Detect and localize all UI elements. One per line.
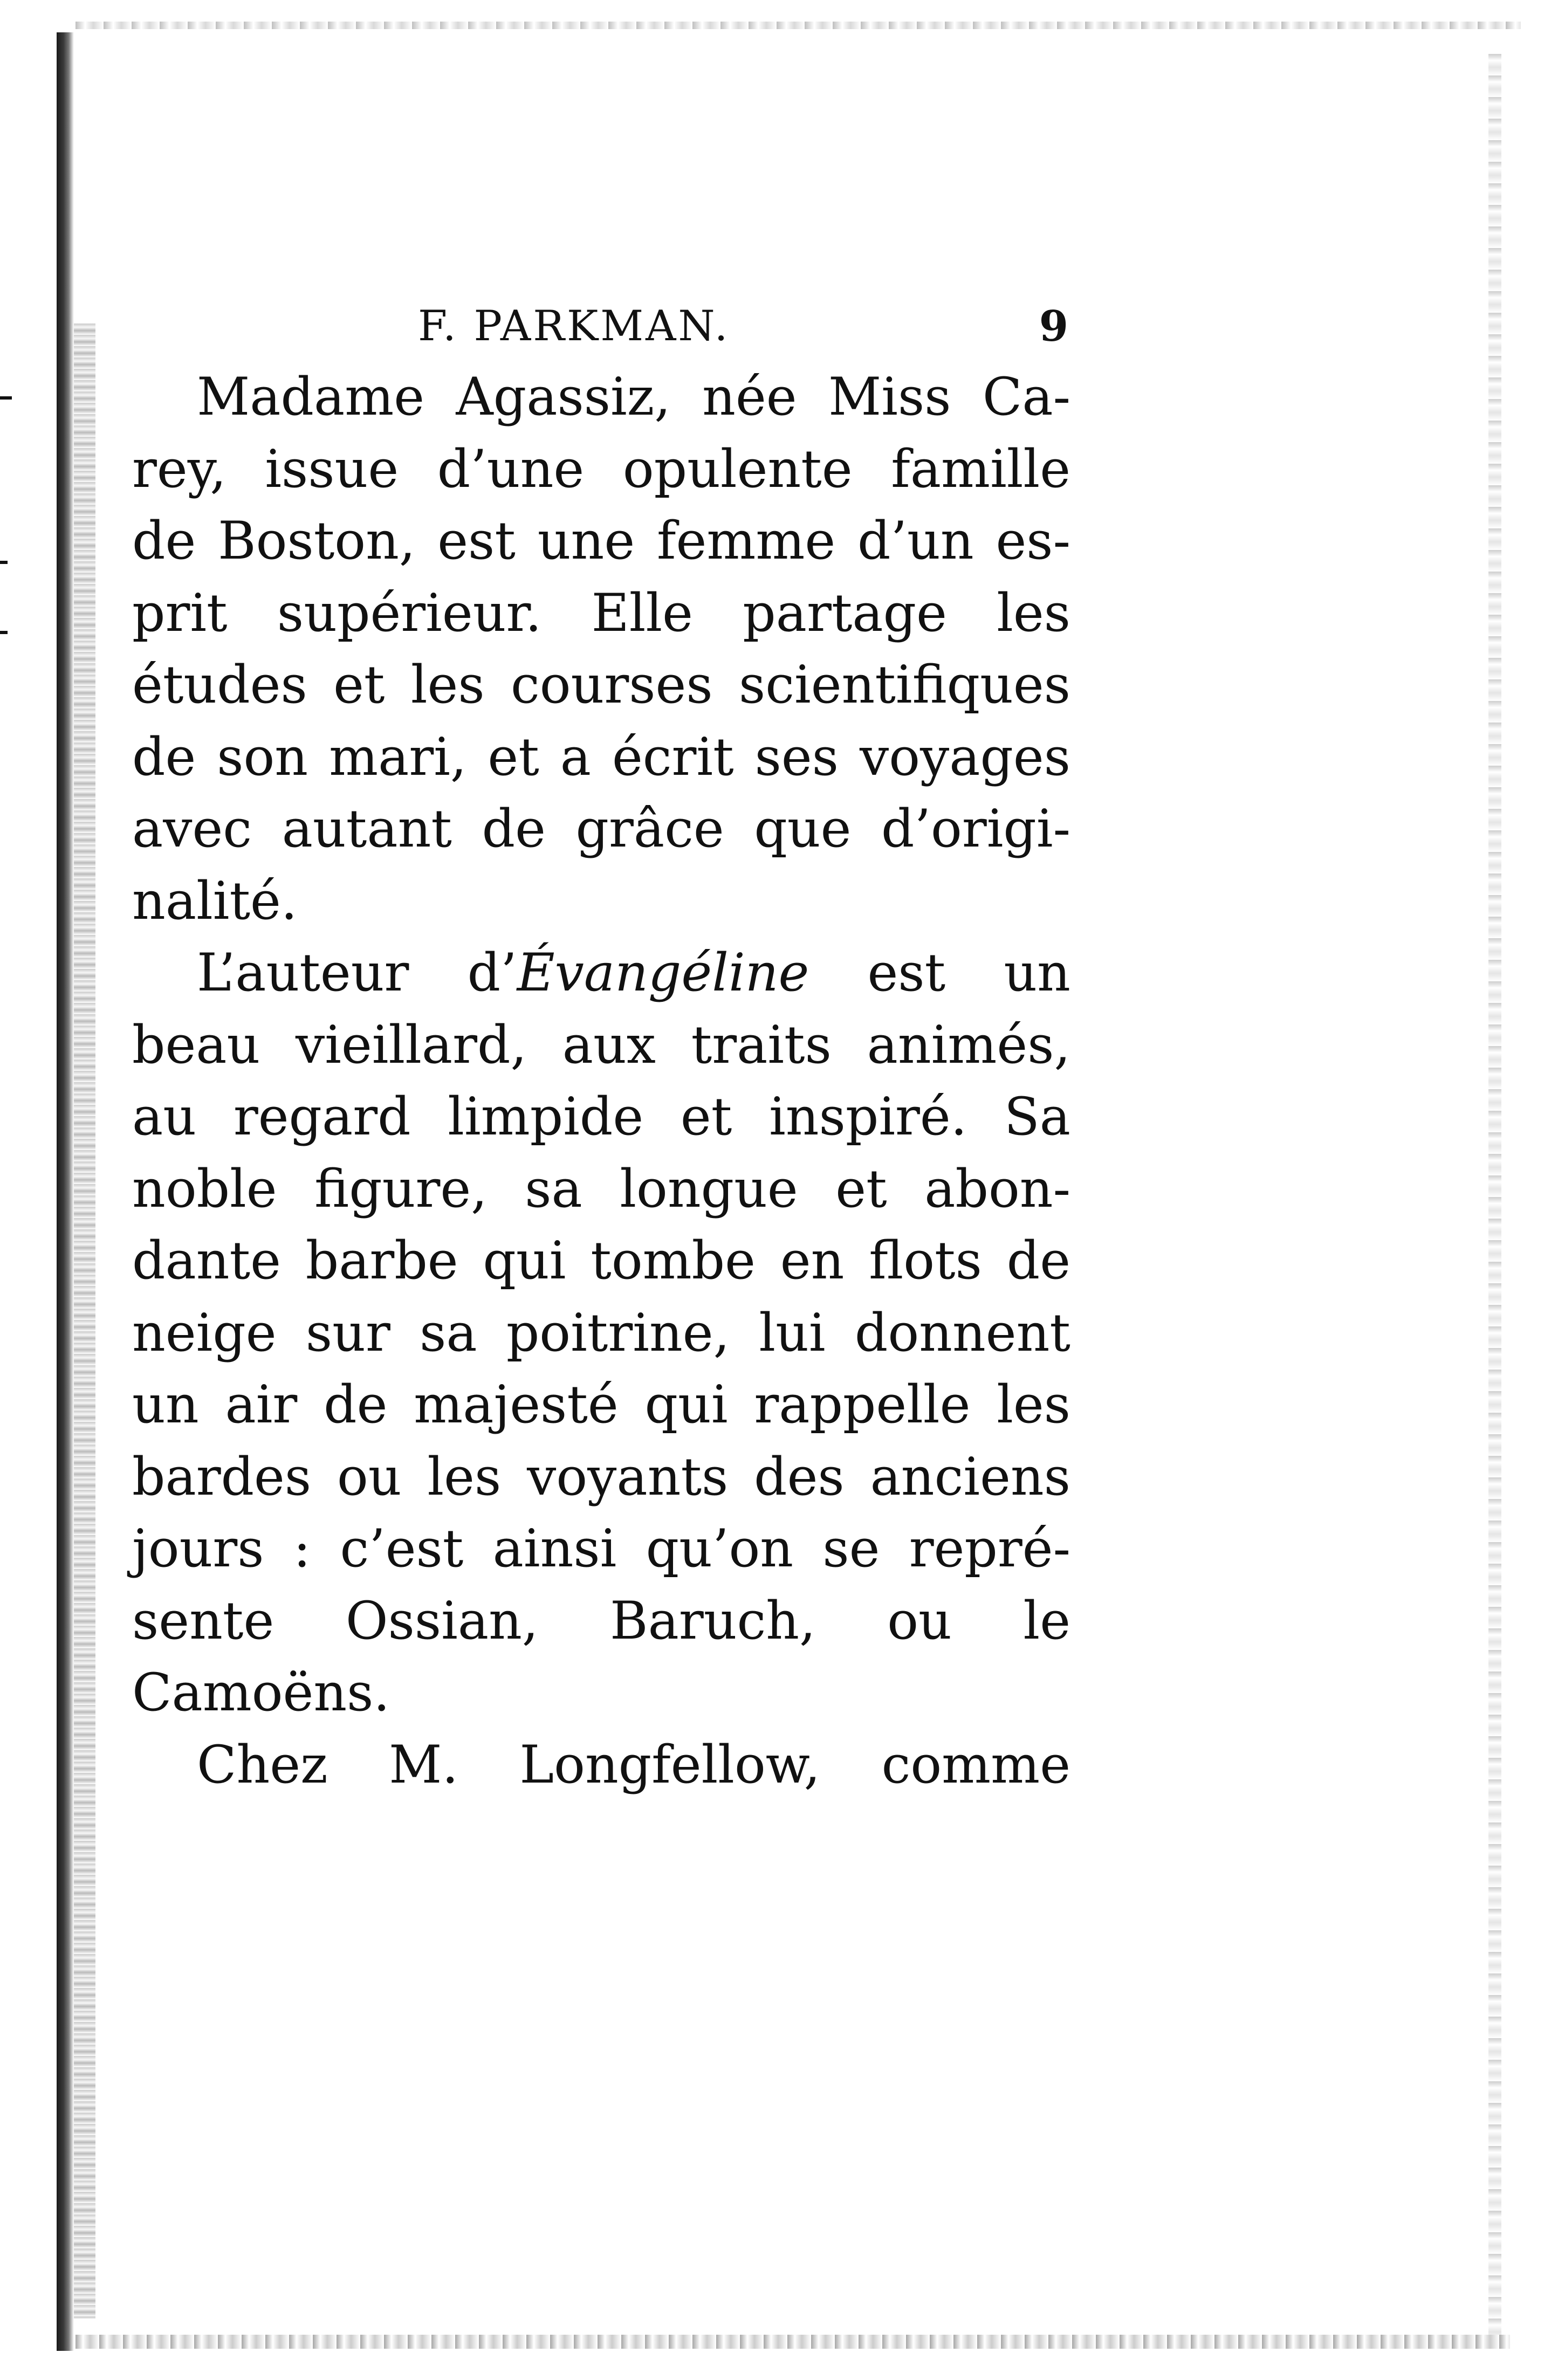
text-line: études et les courses scientifiques	[132, 655, 1070, 715]
text-line: jours : c’est ainsi qu’on se repré-	[132, 1518, 1070, 1579]
page-right-edge	[1488, 54, 1501, 2335]
text-line: neige sur sa poitrine, lui donnent	[132, 1302, 1070, 1363]
text-line: un air de majesté qui rappelle les	[132, 1374, 1070, 1435]
text-line: beau vieillard, aux traits animés,	[132, 1014, 1070, 1075]
text-line: rey, issue d’une opulente famille	[132, 438, 1070, 499]
text-line: Chez M. Longfellow, comme	[197, 1734, 1070, 1795]
text-line: dante barbe qui tombe en flots de	[132, 1230, 1070, 1291]
book-page	[132, 291, 1070, 1801]
paragraph-chez	[132, 1729, 1070, 1801]
text-fragment: est un	[809, 943, 1070, 1003]
margin-mark	[0, 396, 12, 400]
page-top-edge	[76, 22, 1521, 29]
running-head	[132, 291, 1070, 361]
text-line: Madame Agassiz, née Miss Ca-	[197, 367, 1070, 427]
margin-mark	[0, 561, 8, 564]
text-line: bardes ou les voyants des anciens	[132, 1446, 1070, 1507]
text-line: de Boston, est une femme d’un es-	[132, 511, 1070, 571]
text-line: nalité.	[132, 870, 298, 931]
running-head-title: F. PARKMAN.	[418, 302, 730, 350]
book-title-italic: Évangéline	[517, 943, 809, 1003]
text-fragment: L’auteur d’	[197, 943, 517, 1003]
text-line: avec autant de grâce que d’origi-	[132, 799, 1070, 859]
page-binding-shadow	[57, 32, 74, 2351]
text-line: prit supérieur. Elle partage les	[132, 582, 1070, 643]
text-line	[132, 937, 1070, 1009]
text-line: sente Ossian, Baruch, ou le	[132, 1590, 1070, 1651]
text-line: au regard limpide et inspiré. Sa	[132, 1086, 1070, 1147]
page-number: 9	[1039, 302, 1070, 351]
text-line: noble figure, sa longue et abon-	[132, 1158, 1070, 1219]
margin-mark	[0, 631, 8, 634]
page-binding-texture	[74, 324, 95, 2319]
text-line: de son mari, et a écrit ses voyages	[132, 726, 1070, 787]
paragraph-longfellow	[132, 937, 1070, 1729]
page-bottom-edge	[76, 2335, 1510, 2349]
paragraph-agassiz	[132, 361, 1070, 937]
text-line: Camoëns.	[132, 1662, 390, 1723]
